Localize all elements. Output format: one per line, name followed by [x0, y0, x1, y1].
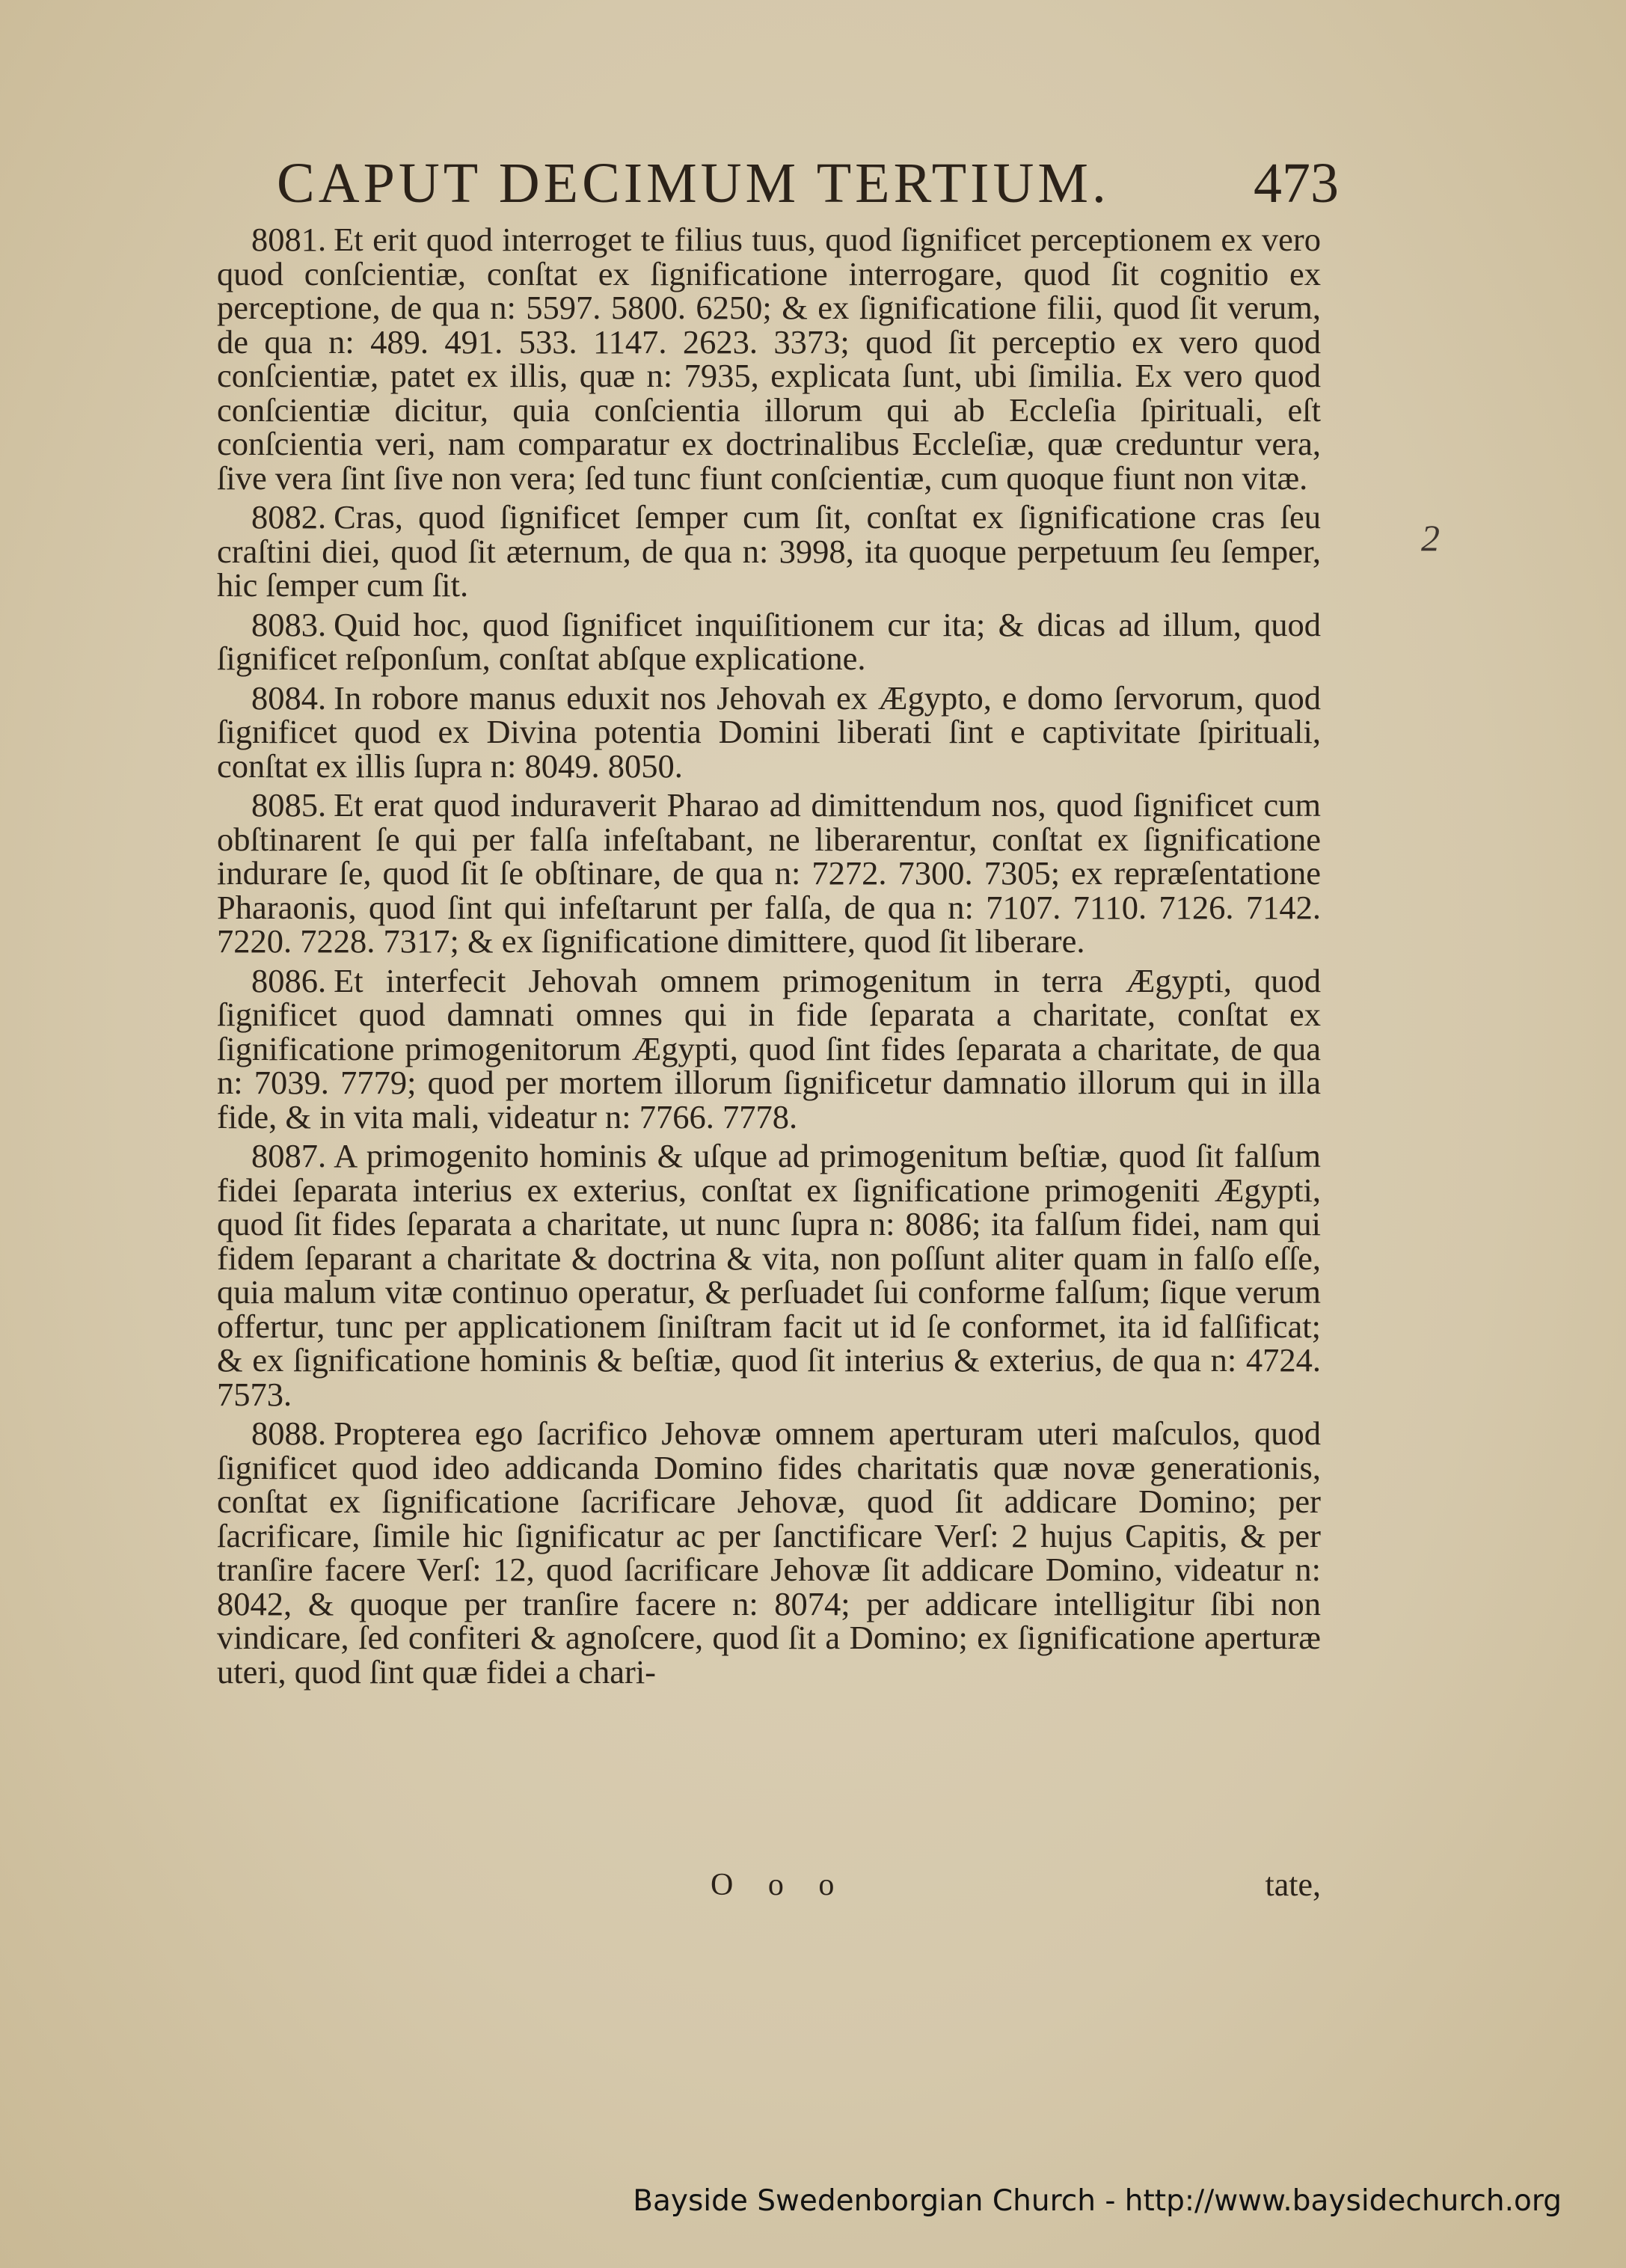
paragraph-number: 8082.	[251, 498, 327, 536]
paragraph	[217, 678, 1321, 785]
paragraph-text: Propterea ego ſacrifico Jehovæ omnem aperturam uteri maſculos, quod ſignificet quod ideo addicanda Domino fides charitatis quæ novæ generationis, conſtat ex ſignificatione ſacrificare Jehovæ, quod ſit addicare Domino; per ſacrificare, ſimile hic ſignificatur ac per ſanctificare Verſ: 2 hujus Capitis, & per tranſire facere Verſ: 12, quod ſacrificare Jehovæ ſit addicare Domino, videatur n: 8042, & quoque per tranſire facere n: 8074; per addicare intelligitur ſibi non vindicare, ſed confiteri & agnoſcere, quod ſit a Domino; ex ſignificatione aperturæ uteri, quod ſint quæ fidei a chari-	[217, 1415, 1321, 1691]
margin-annotation: 2	[1421, 517, 1440, 559]
paragraph-text: Cras, quod ſignificet ſemper cum ſit, conſtat ex ſignificatione cras ſeu craſtini diei, quod ſit æternum, de qua n: 3998, ita quoque perpetuum ſeu ſemper, hic ſemper cum ſit.	[217, 498, 1321, 604]
paragraph	[217, 500, 1321, 603]
paragraph	[217, 1139, 1321, 1412]
paragraph	[217, 961, 1321, 1135]
paragraph-number: 8084.	[251, 678, 327, 717]
paragraph-number: 8088.	[251, 1415, 327, 1452]
paragraph-number: 8086.	[251, 961, 327, 999]
paragraph	[217, 605, 1321, 677]
paragraph-text: Et erit quod interroget te filius tuus, quod ſignificet perceptionem ex vero quod conſcientiæ, conſtat ex ſignificatione interrogare, quod ſit cognitio ex perceptione, de qua n: 5597. 5800. 6250; & ex ſignificatione filii, quod ſit verum, de qua n: 489. 491. 533. 1147. 2623. 3373; quod ſit perceptio ex vero quod conſcientiæ, patet ex illis, quæ n: 7935, explicata ſunt, ubi ſimilia. Ex vero quod conſcientiæ dicitur, quia conſcientia illorum qui ab Eccleſia ſpirituali, eſt conſcientia veri, nam comparatur ex doctrinalibus Eccleſiæ, quæ creduntur vera, ſive vera ſint ſive non vera; ſed tunc fiunt conſcientiæ, cum quoque fiunt non vitæ.	[217, 221, 1321, 497]
body-text	[217, 223, 1321, 1694]
paragraph-number: 8087.	[251, 1137, 327, 1174]
paragraph-number: 8083.	[251, 605, 327, 643]
chapter-title: CAPUT DECIMUM TERTIUM.	[277, 152, 1110, 215]
paragraph-number: 8081.	[251, 221, 327, 258]
page-number: 473	[1254, 152, 1339, 215]
paragraph-text: Et interfecit Jehovah omnem primogenitum in terra Ægypti, quod ſignificet quod damnati omnes qui in fide ſeparata a charitate, conſtat ex ſignificatione primogenitorum Ægypti, quod ſint fides ſeparata a charitate, de qua n: 7039. 7779; quod per mortem illorum ſignificetur damnatio illorum qui in illa fide, & in vita mali, videatur n: 7766. 7778.	[217, 961, 1321, 1135]
paragraph	[217, 788, 1321, 959]
paragraph-text: In robore manus eduxit nos Jehovah ex Ægypto, e domo ſervorum, quod ſignificet quod ex Divina potentia Domini liberati ſint e captivitate ſpirituali, conſtat ex illis ſupra n: 8049. 8050.	[217, 678, 1321, 785]
signature-mark: O o o	[711, 1868, 848, 1902]
catchword: tate,	[1265, 1866, 1321, 1903]
paragraph-number: 8085.	[251, 786, 327, 824]
watermark-text: Bayside Swedenborgian Church - http://www.baysidechurch.org	[633, 2184, 1562, 2218]
paragraph	[217, 1417, 1321, 1689]
paragraph-text: A primogenito hominis & uſque ad primogenitum beſtiæ, quod ſit falſum fidei ſeparata interius ex exterius, conſtat ex ſignificatione primogeniti Ægypti, quod ſit fides ſeparata a charitate, ut nunc ſupra n: 8086; ita falſum fidei, nam qui fidem ſeparant a charitate & doctrina & vita, non poſſunt aliter quam in falſo eſſe, quia malum vitæ continuo operatur, & perſuadet ſui conforme falſum; ſique verum offertur, tunc per applicationem ſiniſtram facit ut id ſe conformet, ita id falſificat; & ex ſignificatione hominis & beſtiæ, quod ſit interius & exterius, de qua n: 4724. 7573.	[217, 1137, 1321, 1413]
paragraph	[217, 223, 1321, 495]
page-footer	[217, 1866, 1321, 1904]
paragraph-text: Et erat quod induraverit Pharao ad dimittendum nos, quod ſignificet cum obſtinarent ſe qui per falſa infeſtabant, ne liberarentur, conſtat ex ſignificatione indurare ſe, quod ſit ſe obſtinare, de qua n: 7272. 7300. 7305; ex repræſentatione Pharaonis, quod ſint qui infeſtarunt per falſa, de qua n: 7107. 7110. 7126. 7142. 7220. 7228. 7317; & ex ſignificatione dimittere, quod ſit liberare.	[217, 786, 1321, 960]
paragraph-text: Quid hoc, quod ſignificet inquiſitionem cur ita; & dicas ad illum, quod ſignificet reſponſum, conſtat abſque explicatione.	[217, 605, 1321, 677]
running-header	[277, 142, 1339, 224]
